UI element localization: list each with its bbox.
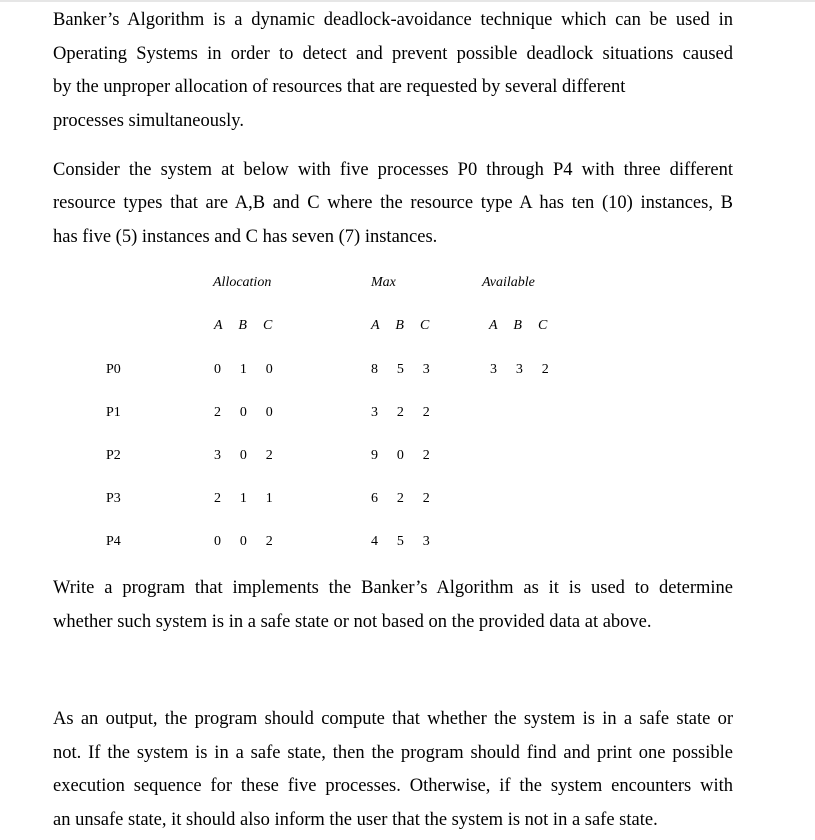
task-line-1: Write a program that implements the Banker’s Algorithm as it is used to determine (53, 578, 733, 598)
max-cell: 6 2 2 (371, 491, 438, 506)
allocation-cell: 0 1 0 (214, 362, 281, 377)
allocation-cell: 2 0 0 (214, 405, 281, 420)
intro-line-3: by the unproper allocation of resources that are requested by several different (53, 77, 626, 97)
intro-line-1: Banker’s Algorithm is a dynamic deadlock-avoidance technique which can be used in (53, 10, 733, 30)
output-line-1: As an output, the program should compute that whether the system is in a safe state or (53, 709, 733, 729)
subheader-max: A B C (371, 318, 436, 333)
subheader-available: A B C (489, 318, 554, 333)
system-line-2: resource types that are A,B and C where the resource type A has ten (10) instances, B (53, 193, 733, 213)
output-line-4: an unsafe state, it should also inform the user that the system is not in a safe state. (53, 810, 658, 830)
system-line-1: Consider the system at below with five processes P0 through P4 with three different (53, 160, 733, 180)
intro-line-4: processes simultaneously. (53, 111, 244, 131)
max-cell: 8 5 3 (371, 362, 438, 377)
output-line-2: not. If the system is in a safe state, then the program should find and print one possible (53, 743, 733, 763)
intro-line-2: Operating Systems in order to detect and prevent possible deadlock situations caused (53, 44, 733, 64)
header-available: Available (482, 275, 535, 290)
process-label: P3 (106, 491, 121, 506)
process-label: P4 (106, 534, 121, 549)
max-cell: 4 5 3 (371, 534, 438, 549)
max-cell: 3 2 2 (371, 405, 438, 420)
header-allocation: Allocation (213, 275, 272, 290)
header-max: Max (371, 275, 396, 290)
process-label: P2 (106, 448, 121, 463)
allocation-cell: 0 0 2 (214, 534, 281, 549)
task-line-2: whether such system is in a safe state or not based on the provided data at above. (53, 612, 652, 632)
available-cell: 3 3 2 (490, 362, 557, 377)
page-top-rule (0, 0, 815, 2)
output-line-3: execution sequence for these five processes. Otherwise, if the system encounters with (53, 776, 733, 796)
allocation-cell: 2 1 1 (214, 491, 281, 506)
max-cell: 9 0 2 (371, 448, 438, 463)
subheader-allocation: A B C (214, 318, 279, 333)
system-line-3: has five (5) instances and C has seven (7) instances. (53, 227, 438, 247)
allocation-cell: 3 0 2 (214, 448, 281, 463)
process-label: P0 (106, 362, 121, 377)
process-label: P1 (106, 405, 121, 420)
